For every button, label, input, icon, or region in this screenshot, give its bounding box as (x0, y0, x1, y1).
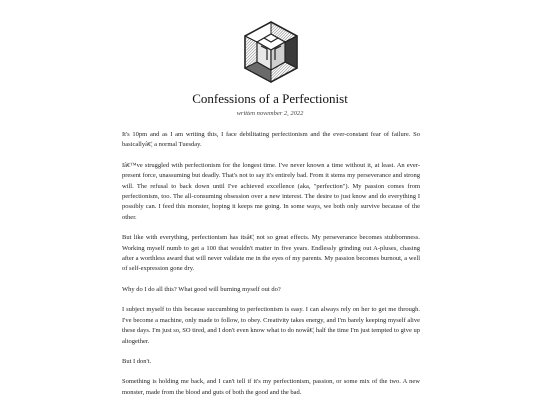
paragraph: I subject myself to this because succumbing to perfectionism is easy. I can always rely on her to get me through. I've become a machine, only made to follow, to obey. Creativity takes energy, and I'm barely keeping myself alive these days. I'm just so, SO tired, and I don't even know what to do nowâ€¦ half the time I'm just tempted to give up altogether. (122, 306, 420, 345)
paragraph: But like with everything, perfectionism has itsâ€¦ not so great effects. My perseverance becomes stubbornness. Working myself numb to get a 100 that wouldn't matter in five years. Endlessly grinding out A-pluses, chasing after a worthless award that will never validate me in the eyes of my parents. My passion becomes burnout, a well of self-expression gone dry. (122, 234, 420, 273)
paragraph: Something is holding me back, and I can't tell if it's my perfectionism, passion, or some mix of the two. A new monster, made from the blood and guts of both the good and the bad. (122, 378, 420, 396)
post-date: written november 2, 2022 (236, 110, 304, 117)
paragraph: It's 10pm and as I am writing this, I face debilitating perfectionism and the ever-constant fear of failure. So basicallyâ€¦ a normal Tuesday. (122, 131, 420, 149)
paragraph: But I don't. (122, 357, 152, 365)
paragraph: Iâ€™ve struggled with perfectionism for the longest time. I've never known a time without it, at least. An ever-present force, unassuming but deadly. That's not to say it's entirely bad. From it stems my perseverance and strong will. The refusal to back down until I've achieved excellence (aka, "perfection"). My passion comes from perfectionism, too. The all-consuming obsession over a new interest. The desire to just know and do everything I possibly can. I feed this monster, hoping it keeps me going. In some ways, we both only survive because of the other. (122, 161, 420, 221)
paragraph: Why do I do all this? What good will burning myself out do? (122, 285, 281, 293)
post-content (122, 130, 420, 408)
cube-maze-logo-icon (235, 16, 307, 88)
post-title: Confessions of a Perfectionist (192, 91, 348, 106)
